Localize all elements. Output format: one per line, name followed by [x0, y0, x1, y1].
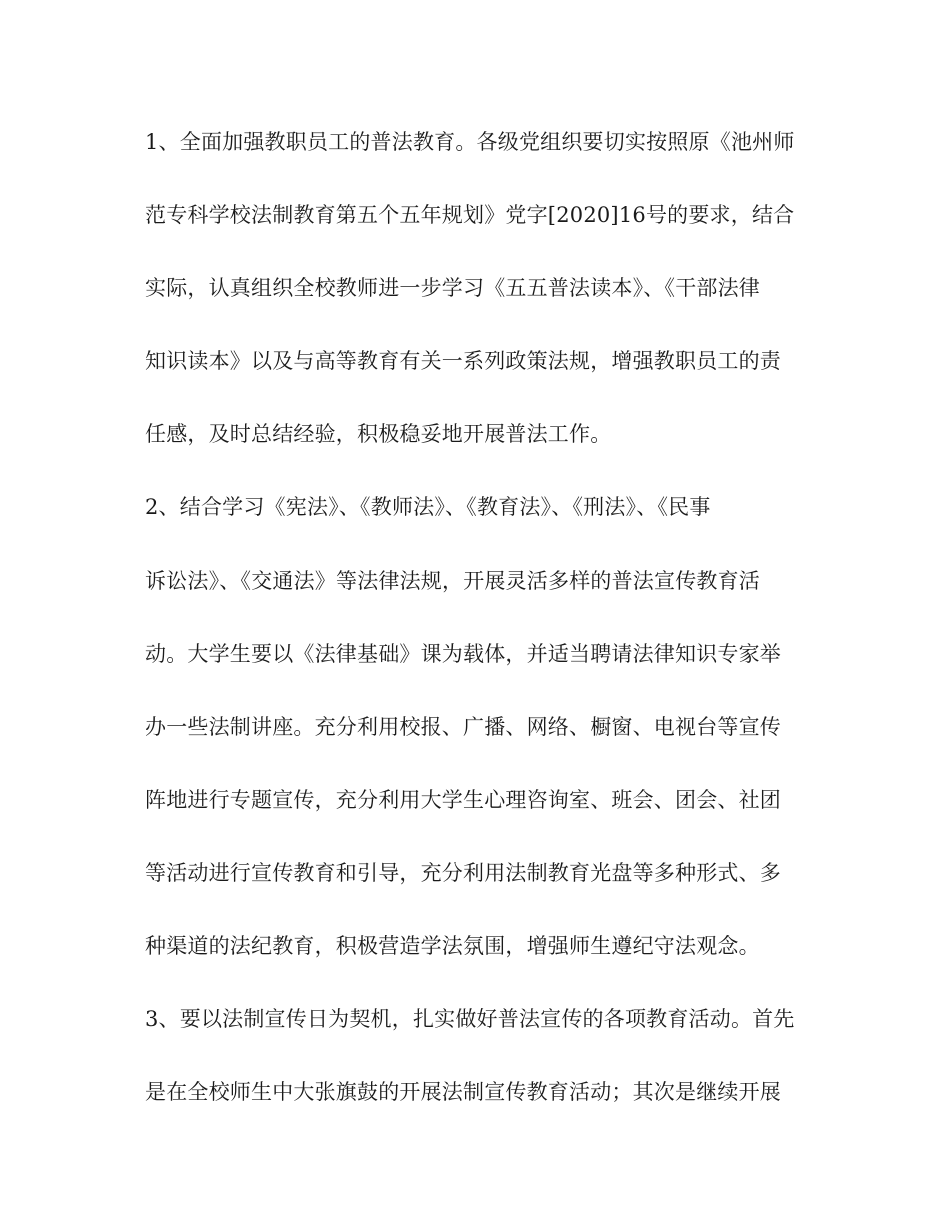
text-line: 是在全校师生中大张旗鼓的开展法制宣传教育活动；其次是继续开展 [145, 1080, 781, 1105]
text-line: 诉讼法》、《交通法》等法律法规，开展灵活多样的普法宣传教育活 [145, 568, 760, 593]
text-line: 等活动进行宣传教育和引导，充分利用法制教育光盘等多种形式、多 [145, 860, 781, 885]
text-line: 1、全面加强教职员工的普法教育。各级党组织要切实按照原《池州师 [145, 130, 795, 154]
text-line: 范专科学校法制教育第五个五年规划》党字[2020]16号的要求，结合 [145, 203, 795, 228]
text-line: 实际，认真组织全校教师进一步学习《五五普法读本》、《干部法律 [145, 276, 760, 301]
body-text [145, 122, 825, 1145]
text-line: 2、结合学习《宪法》、《教师法》、《教育法》、《刑法》、《民事 [145, 495, 711, 520]
text-line: 动。大学生要以《法律基础》课为载体，并适当聘请法律知识专家举 [145, 641, 781, 666]
text-line: 3、要以法制宣传日为契机，扎实做好普法宣传的各项教育活动。首先 [145, 1007, 795, 1032]
text-line: 种渠道的法纪教育，积极营造学法氛围，增强师生遵纪守法观念。 [145, 934, 760, 959]
text-line: 阵地进行专题宣传，充分利用大学生心理咨询室、班会、团会、社团 [145, 787, 781, 812]
text-line: 办一些法制讲座。充分利用校报、广播、网络、橱窗、电视台等宣传 [145, 714, 781, 739]
text-line: 知识读本》以及与高等教育有关一系列政策法规，增强教职员工的责 [145, 349, 781, 374]
text-line: 任感，及时总结经验，积极稳妥地开展普法工作。 [145, 422, 612, 447]
